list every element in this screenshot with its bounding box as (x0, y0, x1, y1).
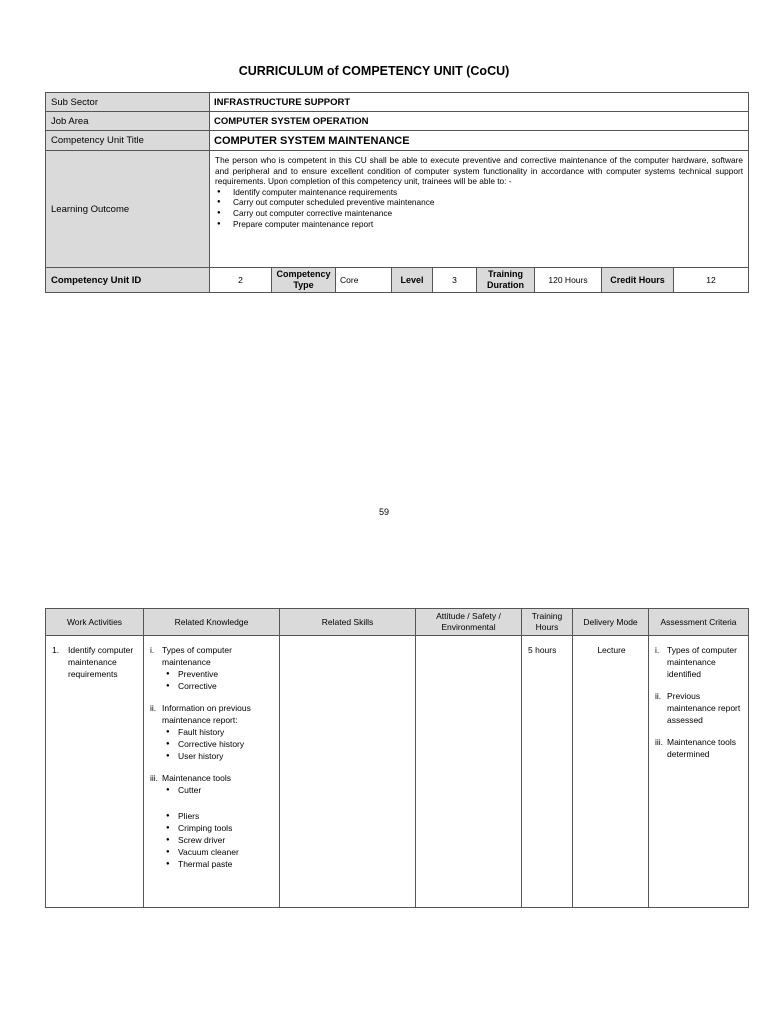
delivery-mode-cell: Lecture (573, 636, 649, 908)
criteria-number: iii. (655, 737, 664, 747)
knowledge-number: i. (150, 645, 155, 655)
credit-hours-label: Credit Hours (602, 268, 674, 293)
knowledge-item: ● Crimping tools (162, 822, 239, 834)
knowledge-item: ● Thermal paste (162, 858, 239, 870)
training-hours-cell: 5 hours (522, 636, 573, 908)
criteria-text: Types of computer maintenance identified (667, 645, 737, 679)
learning-outcome-intro: The person who is competent in this CU shall be able to execute preventive and corrective maintenance of the computer hardware, software and peripheral and to ensure excellent condition of computer system functionality in accordance with computer systems technical support requirements. Upon completion of this competency unit, trainees will be able to: - (215, 155, 744, 187)
training-duration-value: 120 Hours (535, 268, 602, 293)
header-attitude: Attitude / Safety / Environmental (416, 609, 522, 636)
knowledge-item: ● Corrective history (162, 738, 275, 750)
criteria-text: Maintenance tools determined (667, 737, 736, 759)
job-area-label: Job Area (46, 112, 210, 131)
knowledge-item: ● Preventive (162, 668, 275, 680)
knowledge-text: Maintenance tools (162, 773, 231, 783)
knowledge-number: iii. (150, 773, 159, 783)
competency-type-value: Core (336, 268, 392, 293)
knowledge-item: ● Corrective (162, 680, 275, 692)
header-training-hours: Training Hours (522, 609, 573, 636)
learning-outcome-item: ● Carry out computer scheduled preventive maintenance (233, 197, 743, 208)
level-label: Level (392, 268, 433, 293)
cu-title-label: Competency Unit Title (46, 131, 210, 151)
header-delivery-mode: Delivery Mode (573, 609, 649, 636)
knowledge-number: ii. (150, 703, 157, 713)
learning-outcome (210, 151, 749, 268)
related-skills-cell (280, 636, 416, 908)
activity-number: 1. (52, 645, 60, 655)
activity-text: Identify computer maintenance requirements (68, 645, 134, 679)
knowledge-item: ● Pliers (162, 810, 239, 822)
learning-outcome-list (215, 187, 743, 229)
knowledge-item: ● User history (162, 750, 275, 762)
sub-sector-label: Sub Sector (46, 93, 210, 112)
knowledge-text: Types of computer maintenance (162, 645, 232, 667)
work-activity-cell (46, 636, 144, 908)
learning-outcome-item: ● Prepare computer maintenance report (233, 219, 743, 230)
competency-type-label: Competency Type (272, 268, 336, 293)
criteria-text: Previous maintenance report assessed (667, 691, 741, 725)
job-area-value: COMPUTER SYSTEM OPERATION (210, 112, 749, 131)
level-value: 3 (433, 268, 477, 293)
work-activities-table (45, 608, 749, 908)
knowledge-item: ● Cutter (162, 784, 239, 796)
knowledge-group (150, 702, 275, 762)
criteria-number: i. (655, 645, 660, 655)
cu-id-label: Competency Unit ID (46, 268, 210, 293)
related-knowledge-cell (144, 636, 280, 908)
sub-sector-value: INFRASTRUCTURE SUPPORT (210, 93, 749, 112)
header-work-activities: Work Activities (46, 609, 144, 636)
header-related-knowledge: Related Knowledge (144, 609, 280, 636)
cocu-table (45, 92, 749, 293)
credit-hours-value: 12 (674, 268, 749, 293)
header-related-skills: Related Skills (280, 609, 416, 636)
knowledge-item: ● Vacuum cleaner (162, 846, 239, 858)
training-duration-label: Training Duration (477, 268, 535, 293)
criteria-number: ii. (655, 691, 662, 701)
knowledge-text: Information on previous maintenance report: (162, 703, 251, 725)
document-title: CURRICULUM of COMPETENCY UNIT (CoCU) (238, 64, 510, 78)
knowledge-group (150, 772, 275, 870)
knowledge-group (150, 644, 275, 692)
page-number: 59 (378, 507, 389, 517)
assessment-criteria-cell (649, 636, 749, 908)
header-assessment-criteria: Assessment Criteria (649, 609, 749, 636)
knowledge-item: ● Fault history (162, 726, 275, 738)
learning-outcome-label: Learning Outcome (46, 151, 210, 268)
cu-title-value: COMPUTER SYSTEM MAINTENANCE (210, 131, 749, 151)
attitude-cell (416, 636, 522, 908)
learning-outcome-item: ● Identify computer maintenance requirements (233, 187, 743, 198)
learning-outcome-item: ● Carry out computer corrective maintenance (233, 208, 743, 219)
knowledge-item: ● Screw driver (162, 834, 239, 846)
cu-id-value: 2 (210, 268, 272, 293)
